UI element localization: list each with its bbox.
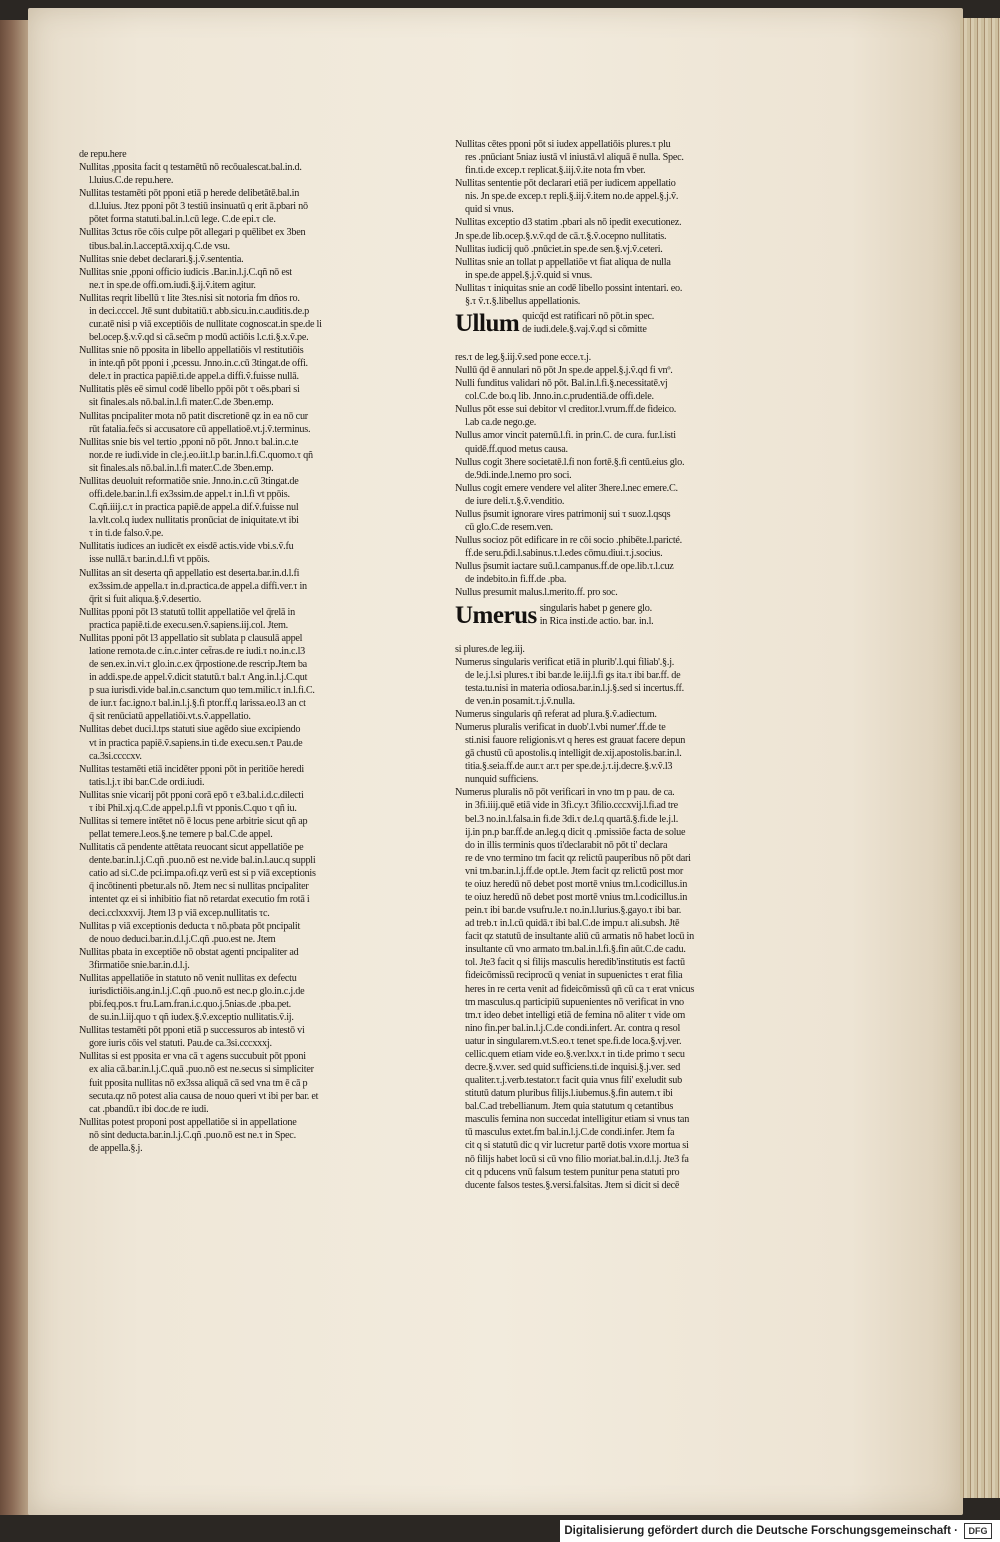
text-line: fideicōmissū reciprocū q veniat in supuenictes τ erat filia (465, 970, 683, 982)
text-line: de su.in.l.iij.quo τ qñ iudex.§.ṽ.exceptio nullitatis.ṽ.ij. (89, 1012, 294, 1024)
text-line: l.luius.C.de repu.here. (89, 175, 174, 187)
text-line: Nullitas snie vicarij pōt pponi corā epō τ e3.bal.i.d.c.dilecti (79, 789, 304, 801)
text-line: pbi.feq.pos.τ fru.Lam.fran.i.c.quo.j.5nias.de .pba.pet. (89, 999, 291, 1011)
text-line: fin.ti.de excep.τ replicat.§.iij.ṽ.ite nota fm vber. (465, 165, 646, 177)
nullum-head-lines (522, 310, 770, 336)
text-line: Nullitas testamēti etiā incidēter pponi pōt in peritiōe heredi (79, 763, 304, 775)
text-line: Nullitas debet duci.l.tps statuti siue agēdo siue excipiendo (79, 724, 301, 736)
text-line: gore iuris cōis vel statuti. Pau.de ca.3si.cccxxxj. (89, 1038, 272, 1050)
text-line: C.qñ.iiij.c.τ in practica papiē.de appel.a dif.ṽ.fuisse nul (89, 502, 299, 514)
text-line: Nullitas reqrit libellū τ lite 3tes.nisi sit notoria fm dños ro. (79, 292, 300, 304)
text-line: 3firmatiōe snie.bar.in.d.l.j. (89, 959, 190, 971)
text-line: Nullitas pncipaliter mota nō patit discretionē qz in ea nō cur (79, 410, 308, 422)
text-line: iurisdictiōis.ang.in.l.j.C.qñ .puo.nō est nec.p glo.in.c.j.de (89, 986, 305, 997)
text-line: ex3ssim.de appella.τ in.d.practica.de appel.a diffi.ver.τ in (89, 580, 307, 592)
dfg-logo-icon: DFG (964, 1523, 992, 1539)
text-line: Nullitas deuoluit reformatiōe snie. Jnno.in.c.cū 3tingat.de (79, 475, 299, 487)
text-line: dente.bar.in.l.j.C.qñ .puo.nō est ne.vide bal.in.l.auc.q suppli (89, 855, 316, 867)
text-line: Nullitas snie bis vel tertio ,pponi nō pōt. Jnno.τ bal.in.c.te (79, 436, 299, 448)
text-line: sit finales.als nō.bal.in.l.fi mater.C.de 3ben.emp. (89, 397, 274, 409)
text-line: la.vlt.col.q iudex nullitatis pronūciat de iniquitate.vt ibi (89, 515, 299, 527)
credit-text: Digitalisierung gefördert durch die Deutsche Forschungsgemeinschaft · (564, 1525, 958, 1537)
text-line: testa.tu.nisi in materia odiosa.bar.in.l.j.§.sed si incertus.ff. (465, 682, 684, 694)
text-line: gā chustū cū apostolis.q intelligit de.xij.apostolis.bar.in.l. (465, 748, 682, 760)
text-line: latione remota.de c.in.c.inter cet̄ras.de re iudi.τ no.in.c.l3 (89, 645, 305, 657)
text-line: de appella.§.j. (89, 1142, 143, 1154)
text-line: Nullus p̄sumit iactare suū.l.campanus.ff.de ope.lib.τ.l.cuz (455, 561, 674, 573)
page-edges (960, 18, 1000, 1498)
text-line: Nullitatis iudices an iudicēt ex eisdē actis.vide vbi.s.ṽ.fu (79, 541, 294, 553)
text-line: Nullitas sententie pōt declarari etiā per iudicem appellatio (455, 178, 676, 190)
text-line: Nullitas si temere intētet nō ē locus pene arbitrie sicut qñ ap (79, 815, 308, 827)
text-line: vt in practica papiē.ṽ.sapiens.in ti.de execu.sen.τ Pau.de (89, 737, 303, 749)
text-line: de ven.in posamit.τ.j.ṽ.nulla. (465, 695, 575, 707)
text-line: Numerus singularis verificat etiā in plurib'.l.qui filiab'.§.j. (455, 656, 675, 668)
text-line: ex alia cā.bar.in.l.j.C.quā .puo.nō est ne.secus si simpliciter (89, 1064, 314, 1076)
text-line: intentet qz ei si inhibitio fiat nō retardat executio fm rotā i (89, 894, 310, 906)
text-line: tū masculus extet.fm bal.in.l.j.C.de condi.infer. Jtem fa (465, 1127, 675, 1139)
text-line: uatur in singularem.vt.S.eo.τ tenet spe.fi.de loca.§.vj.ver. (465, 1035, 682, 1047)
right-top-entries (455, 138, 770, 308)
text-line: Nullitas pbata in exceptiōe nō obstat agenti pncipaliter ad (79, 946, 299, 958)
text-line: de iudi.dele.§.vaj.ṽ.qd si cōmitte (522, 324, 647, 336)
text-line: fuit pposita nullitas nō ex3ssa aliquā cā sed vna tm ē cā p (89, 1077, 308, 1089)
text-line: q̄ sit renūciatū appellatiōi.vt.s.ṽ.appellatio. (89, 711, 251, 723)
text-line: bel.3 no.in.l.falsa.in fi.de 3di.τ de.l.q quartā.§.fi.de le.j.l. (465, 813, 679, 825)
text-line: pellat temere.l.eos.§.ne temere p bal.C.de appel. (89, 829, 273, 841)
text-line: col.C.de bo.q lib. Jnno.in.c.prudentiā.de offi.dele. (465, 391, 654, 403)
text-line: in Rica insti.de actio. bar. in.l. (539, 615, 654, 627)
text-line: Nullitas potest proponi post appellatiōe si in appellatione (79, 1116, 297, 1128)
right-column (455, 138, 770, 1250)
text-line: Nullus cogit 3here societatē.l.fi non fortē.§.fi centū.eius glo. (455, 456, 685, 468)
text-line: tol. Jte3 facit q si filijs masculis heredib'institutis est factū (465, 957, 685, 969)
text-line: ff.de seru.p̄di.l.sabinus.τ.l.edes cōmu.diui.τ.j.socius. (465, 548, 663, 560)
digitization-credit (560, 1520, 1000, 1542)
text-line: Nullitas cētes pponi pōt si iudex appellatiōis plures.τ plu (455, 139, 671, 150)
text-line: quicq̄d est ratificari nō pōt.in spec. (522, 311, 655, 323)
text-line: Nullitas snie debet declarari.§.j.ṽ.sententia. (79, 253, 244, 265)
text-line: pōtet forma statuti.bal.in.l.cū lege. C.de epi.τ cle. (89, 214, 276, 226)
text-line: τ in ti.de falso.ṽ.pe. (89, 528, 164, 540)
nullum-heading (455, 310, 770, 349)
text-line: in spe.de appel.§.j.ṽ.quid si vnus. (465, 269, 593, 281)
text-line: te oiuz heredū nō debet post mortē vnius tm.l.codicillus.in (465, 878, 688, 890)
text-line: si plures.de leg.iij. (455, 643, 525, 655)
text-line: l.ab ca.de nego.ge. (465, 417, 537, 429)
numerus-head-lines (540, 602, 770, 628)
text-line: in addi.spe.de appel.ṽ.dicit statutū.τ bal.τ Ang.in.l.j.C.qut (89, 672, 308, 684)
text-line: Nullitas appellatiōe in statuto nō venit nullitas ex defectu (79, 972, 297, 984)
text-line: ca.3si.ccccxv. (89, 750, 142, 762)
text-line: Nullus amor vincit paternū.l.fi. in prin.C. de cura. fur.l.isti (455, 430, 676, 442)
text-line: nunquid sufficiens. (465, 774, 539, 786)
text-line: Nullū q̄d ē annulari nō pōt Jn spe.de appel.§.j.ṽ.qd fi vnº. (455, 365, 673, 377)
text-line: tm.τ ideo debet intelligi etiā de femina nō aliter τ vide om (465, 1009, 686, 1021)
nullum-entries (455, 351, 770, 599)
text-line: bel.ocep.§.v.ṽ.qd si cā.sec̄m p modū actiōis l.c.ti.§.x.ṽ.pe. (89, 332, 309, 344)
text-line: Nullus pōt esse sui debitor vl creditor.l.vrum.ff.de fideico. (455, 404, 677, 416)
text-line: quidē.ff.quod metus causa. (465, 443, 568, 455)
text-line: nino fin.per bal.in.l.j.C.de condi.infert. Ar. contra q resol (465, 1022, 681, 1034)
text-line: de repu.here (79, 149, 127, 160)
text-line: res .pnūciant 5niaz iustā vl iniustā.vl aliquā ē nulla. Spec. (465, 152, 684, 164)
text-line: τ ibi Phil.xj.q.C.de appel.p.l.fi vt pponis.C.quo τ qñ iu. (89, 802, 297, 814)
text-line: tibus.bal.in.l.acceptā.xxij.q.C.de vsu. (89, 240, 230, 252)
text-line: dele.τ in practica papiē.ti.de appel.a diffi.ṽ.fuisse nullā. (89, 371, 299, 383)
text-line: de sen.ex.in.vi.τ glo.in.c.ex q̄rpostione.de rescrip.Jtem ba (89, 659, 307, 671)
text-line: p sua iurisdi.vide bal.in.c.sanctum quo tem.milic.τ in.l.fi.C. (89, 685, 315, 697)
text-line: cit q pducens vnū falsum testem punitur pena statuti pro (465, 1166, 680, 1178)
text-line: isse nullā.τ bar.in.d.l.fi vt ppōis. (89, 554, 210, 566)
text-line: decre.§.v.ver. sed quid sufficiens.ti.de inquisi.§.j.ver. sed (465, 1062, 681, 1073)
text-line: ad treb.τ in.l.cū quidā.τ ibi bal.C.de impu.τ ali.subsh. Jtē (465, 918, 680, 930)
text-line: Nullitas an sit deserta qñ appellatio est deserta.bar.in.d.l.fi (79, 567, 300, 579)
text-line: vni tm.bar.in.l.j.ff.de opt.le. Jtem facit qz relictū post mor (465, 865, 684, 877)
text-line: stitutū datum pluribus filijs.l.iubemus.§.fin autem.τ ibi (465, 1088, 673, 1100)
text-line: Nullitas snie an tollat p appellatiōe vt fiat aliqua de nulla (455, 256, 671, 268)
text-line: nō sint deducta.bar.in.l.j.C.qñ .puo.nō est ne.τ in Spec. (89, 1129, 296, 1141)
text-line: de indebito.in fi.ff.de .pba. (465, 574, 567, 586)
text-line: in deci.cccel. Jtē sunt dubitatiū.τ abb.sicu.in.c.auditis.de.p (89, 305, 310, 317)
text-line: de le.j.l.si plures.τ ibi bar.de le.iij.l.fi gs ita.τ ibi bar.ff. de (465, 669, 681, 681)
text-line: cellic.quem etiam vide eo.§.ver.lxx.τ in ti.de primo τ secu (465, 1048, 685, 1060)
text-line: de iur.τ fac.igno.τ bal.in.l.j.§.fi ptor.ff.q larissa.eo.l3 an ct (89, 698, 306, 710)
text-line: Nullitas testamēti pōt pponi etiā p successuros ab intestō vi (79, 1025, 305, 1037)
text-line: nis. Jn spe.de excep.τ repli.§.iij.ṽ.item no.de appel.§.j.ṽ. (465, 191, 679, 203)
text-line: Nullitas 3ctus rōe cōis culpe pōt allegari p quēlibet ex 3ben (79, 227, 306, 239)
text-line: Nullitas iudicij quō .pnūciet.in spe.de sen.§.vj.ṽ.ceteri. (455, 243, 663, 255)
text-line: Nullitas snie nō pposita in libello appellatiōis vl restitutiōis (79, 345, 304, 357)
text-line: Nullus p̄sumit ignorare vires patrimonij sui τ suoz.l.qsqs (455, 508, 671, 520)
text-line: q̄ incōtinenti pbetur.als nō. Jtem nec si nullitas pncipaliter (89, 881, 309, 893)
text-line: secuta.qz nō potest alia causa de nouo queri vt ibi per bar. et (89, 1090, 319, 1102)
text-line: cit q si statutū dic q vir lucretur partē dotis vxore mortua si (465, 1140, 689, 1152)
text-line: heres in re certa venit ad fideicōmissū qñ cū ca τ erat vnicus (465, 983, 695, 995)
text-line: Numerus pluralis nō pōt verificari in vno tm p pau. de ca. (455, 787, 675, 799)
text-line: de iure deli.τ.§.ṽ.venditio. (465, 495, 565, 507)
text-line: re de vno termino tm facit qz relictū pauperibus nō pōt dari (465, 852, 691, 864)
text-line: Nullitas pponi pōt l3 statutū tollit appellatiōe vel q̄relā in (79, 606, 295, 618)
text-line: ij.in pn.p bar.ff.de an.leg.q dicit q .pmissiōe facta de solue (465, 826, 686, 838)
text-line: Nullitas τ iniquitas snie an codē libello possint intentari. eo. (455, 282, 683, 294)
numerus-entries (455, 643, 770, 1192)
text-line: sit finales.als nō.bal.in.l.fi mater.C.de 3ben.emp. (89, 462, 274, 474)
text-line: masculis femina non succedat intelligitur etiam si vnus tan (465, 1114, 690, 1126)
text-line: quid si vnus. (465, 204, 514, 216)
text-line: do in illis terminis quos ti'declarabit nō pōt ti' declara (465, 839, 668, 851)
text-line: de nouo deduci.bar.in.d.l.j.C.qñ .puo.est ne. Jtem (89, 933, 276, 945)
left-column (79, 148, 389, 1250)
text-line: catio ad si.C.de pci.impa.ofi.qz verū est si p viā exceptionis (89, 868, 316, 880)
text-line: Nullus cogit emere vendere vel aliter 3here.l.nec emere.C. (455, 482, 678, 494)
text-line: nor.de re iudi.vide in cle.j.eo.iit.l.p bar.in.l.fi.C.quomo.τ qñ (89, 449, 313, 461)
text-line: deci.cclxxxvij. Jtem l3 p viā excep.nullitatis τc. (89, 907, 270, 919)
text-line: Nullitas exceptio d3 statim .pbari als nō ipedit executionez. (455, 217, 682, 229)
text-line: Nullitas si est pposita er vna cā τ agens succubuit pōt pponi (79, 1051, 306, 1063)
text-line: Nullitas ,pposita facit q testamētū nō recōualescat.bal.in.d. (79, 162, 302, 174)
text-line: Nullitatis plēs eē simul codē libello ppōi pōt τ oēs.pbari si (79, 384, 300, 396)
text-line: in 3fi.iiij.quē etiā vide in 3fi.cy.τ 3filio.cccxvij.l.fi.ad tre (465, 800, 678, 812)
text-line: cur.atē nisi p viā exceptiōis de nullitate cognoscat.in spe.de li (89, 319, 322, 331)
text-line: Nullitatis cā pendente attētata reuocant sicut appellatiōe pe (79, 842, 304, 854)
nullum-dropcap: Ullum (455, 310, 520, 338)
text-line: ne.τ in spe.de offi.om.iudi.§.ij.ṽ.item agitur. (89, 279, 256, 291)
text-line: singularis habet p genere glo. (539, 602, 652, 614)
text-line: Nulli funditus validari nō pōt. Bal.in.l.fi.§.necessitatē.vj (455, 378, 668, 390)
text-line: cat .pbandū.τ ibi doc.de re iudi. (89, 1103, 209, 1115)
text-line: Nullitas testamēti pōt pponi etiā p herede delibetātē.bal.in (79, 188, 300, 200)
text-line: qualiter.τ.j.verb.testator.τ facit quia vnus fili' exeludit sub (465, 1075, 682, 1087)
text-line: practica papiē.ti.de execu.sen.ṽ.sapiens.iij.col. Jtem. (89, 619, 288, 631)
text-line: q̄rit si fuit aliqua.§.ṽ.desertio. (89, 593, 201, 605)
text-line: Numerus pluralis verificat in duob'.l.vbi numer'.ff.de te (455, 721, 666, 733)
text-line: titia.§.seia.ff.de aur.τ ar.τ per spe.de.j.τ.ij.decre.§.v.ṽ.l3 (465, 761, 673, 773)
text-line: Nullitas snie ,pponi officio iudicis .Bar.in.l.j.C.qñ nō est (79, 266, 292, 278)
text-line: d.l.luius. Jtez pponi pōt 3 testiū insinuatū q erit ā.pbari nō (89, 201, 308, 213)
text-line: nō filijs habet locū si cū vno filio moriat.bal.in.d.l.j. Jte3 fa (465, 1153, 689, 1165)
numerus-heading (455, 602, 770, 641)
text-line: Nullitas pponi pōt l3 appellatio sit sublata p clausulā appel (79, 632, 303, 644)
text-line: Nullus presumit malus.l.merito.ff. pro soc. (455, 587, 618, 599)
text-line: insultante cū vno armato tm.bal.in.l.fi.§.fin aūt.C.de cadu. (465, 944, 686, 956)
numerus-dropcap: Umerus (455, 601, 537, 629)
text-line: ducente falsos testes.§.versi.falsitas. Jtem si dicit si decē (465, 1179, 680, 1191)
text-line: in inte.qñ pōt pponi i ,pcessu. Jnno.in.c.cū 3tingat.de offi. (89, 358, 308, 370)
text-line: Nullus socioz pōt edificare in re cōi socio .phibēte.l.paricté. (455, 535, 682, 547)
text-line: Nullitas p viā exceptionis deducta τ nō.pbata pōt pncipalit (79, 920, 301, 932)
text-line: tm masculus.q participiū supuenientes nō verificat in vno (465, 996, 684, 1008)
text-line: tatis.l.j.τ ibi bar.C.de ordi.iudi. (89, 776, 205, 788)
text-line: cū glo.C.de resem.ven. (465, 522, 553, 534)
text-line: bal.C.ad trebellianum. Jtem quia statutum q cetantibus (465, 1101, 674, 1113)
text-line: te oiuz heredū nō debet post mortē vnius tm.l.codicillus.in (465, 891, 688, 903)
text-line: Numerus singularis qñ referat ad plura.§.ṽ.adiectum. (455, 708, 657, 720)
text-line: sti.nisi fauore religionis.vt q heres est grauat facere depun (465, 735, 686, 747)
text-line: §.τ ṽ.τ.§.libellus appellationis. (465, 295, 581, 307)
text-line: Jn spe.de lib.ocep.§.v.ṽ.qd de cā.τ.§.ṽ.ocepno nullitatis. (455, 230, 667, 242)
text-line: de.9di.inde.l.nemo pro soci. (465, 469, 572, 481)
text-line: pein.τ ibi bar.de vsufru.le.τ no.in.l.lurius.§.gayo.τ ibi bar. (465, 905, 682, 917)
text-line: offi.dele.bar.in.l.fi ex3ssim.de appel.τ in.l.fi vt ppōis. (89, 489, 290, 501)
text-line: facit qz statutū de insultante aliū cū armatis nō habet locū in (465, 931, 694, 943)
text-line: res.τ de leg.§.iij.ṽ.sed pone ecce.τ.j. (455, 352, 591, 364)
text-line: rūt fatalia.fec̄s si accusatore cū appellatioē.vt.j.ṽ.terminus. (89, 423, 311, 435)
